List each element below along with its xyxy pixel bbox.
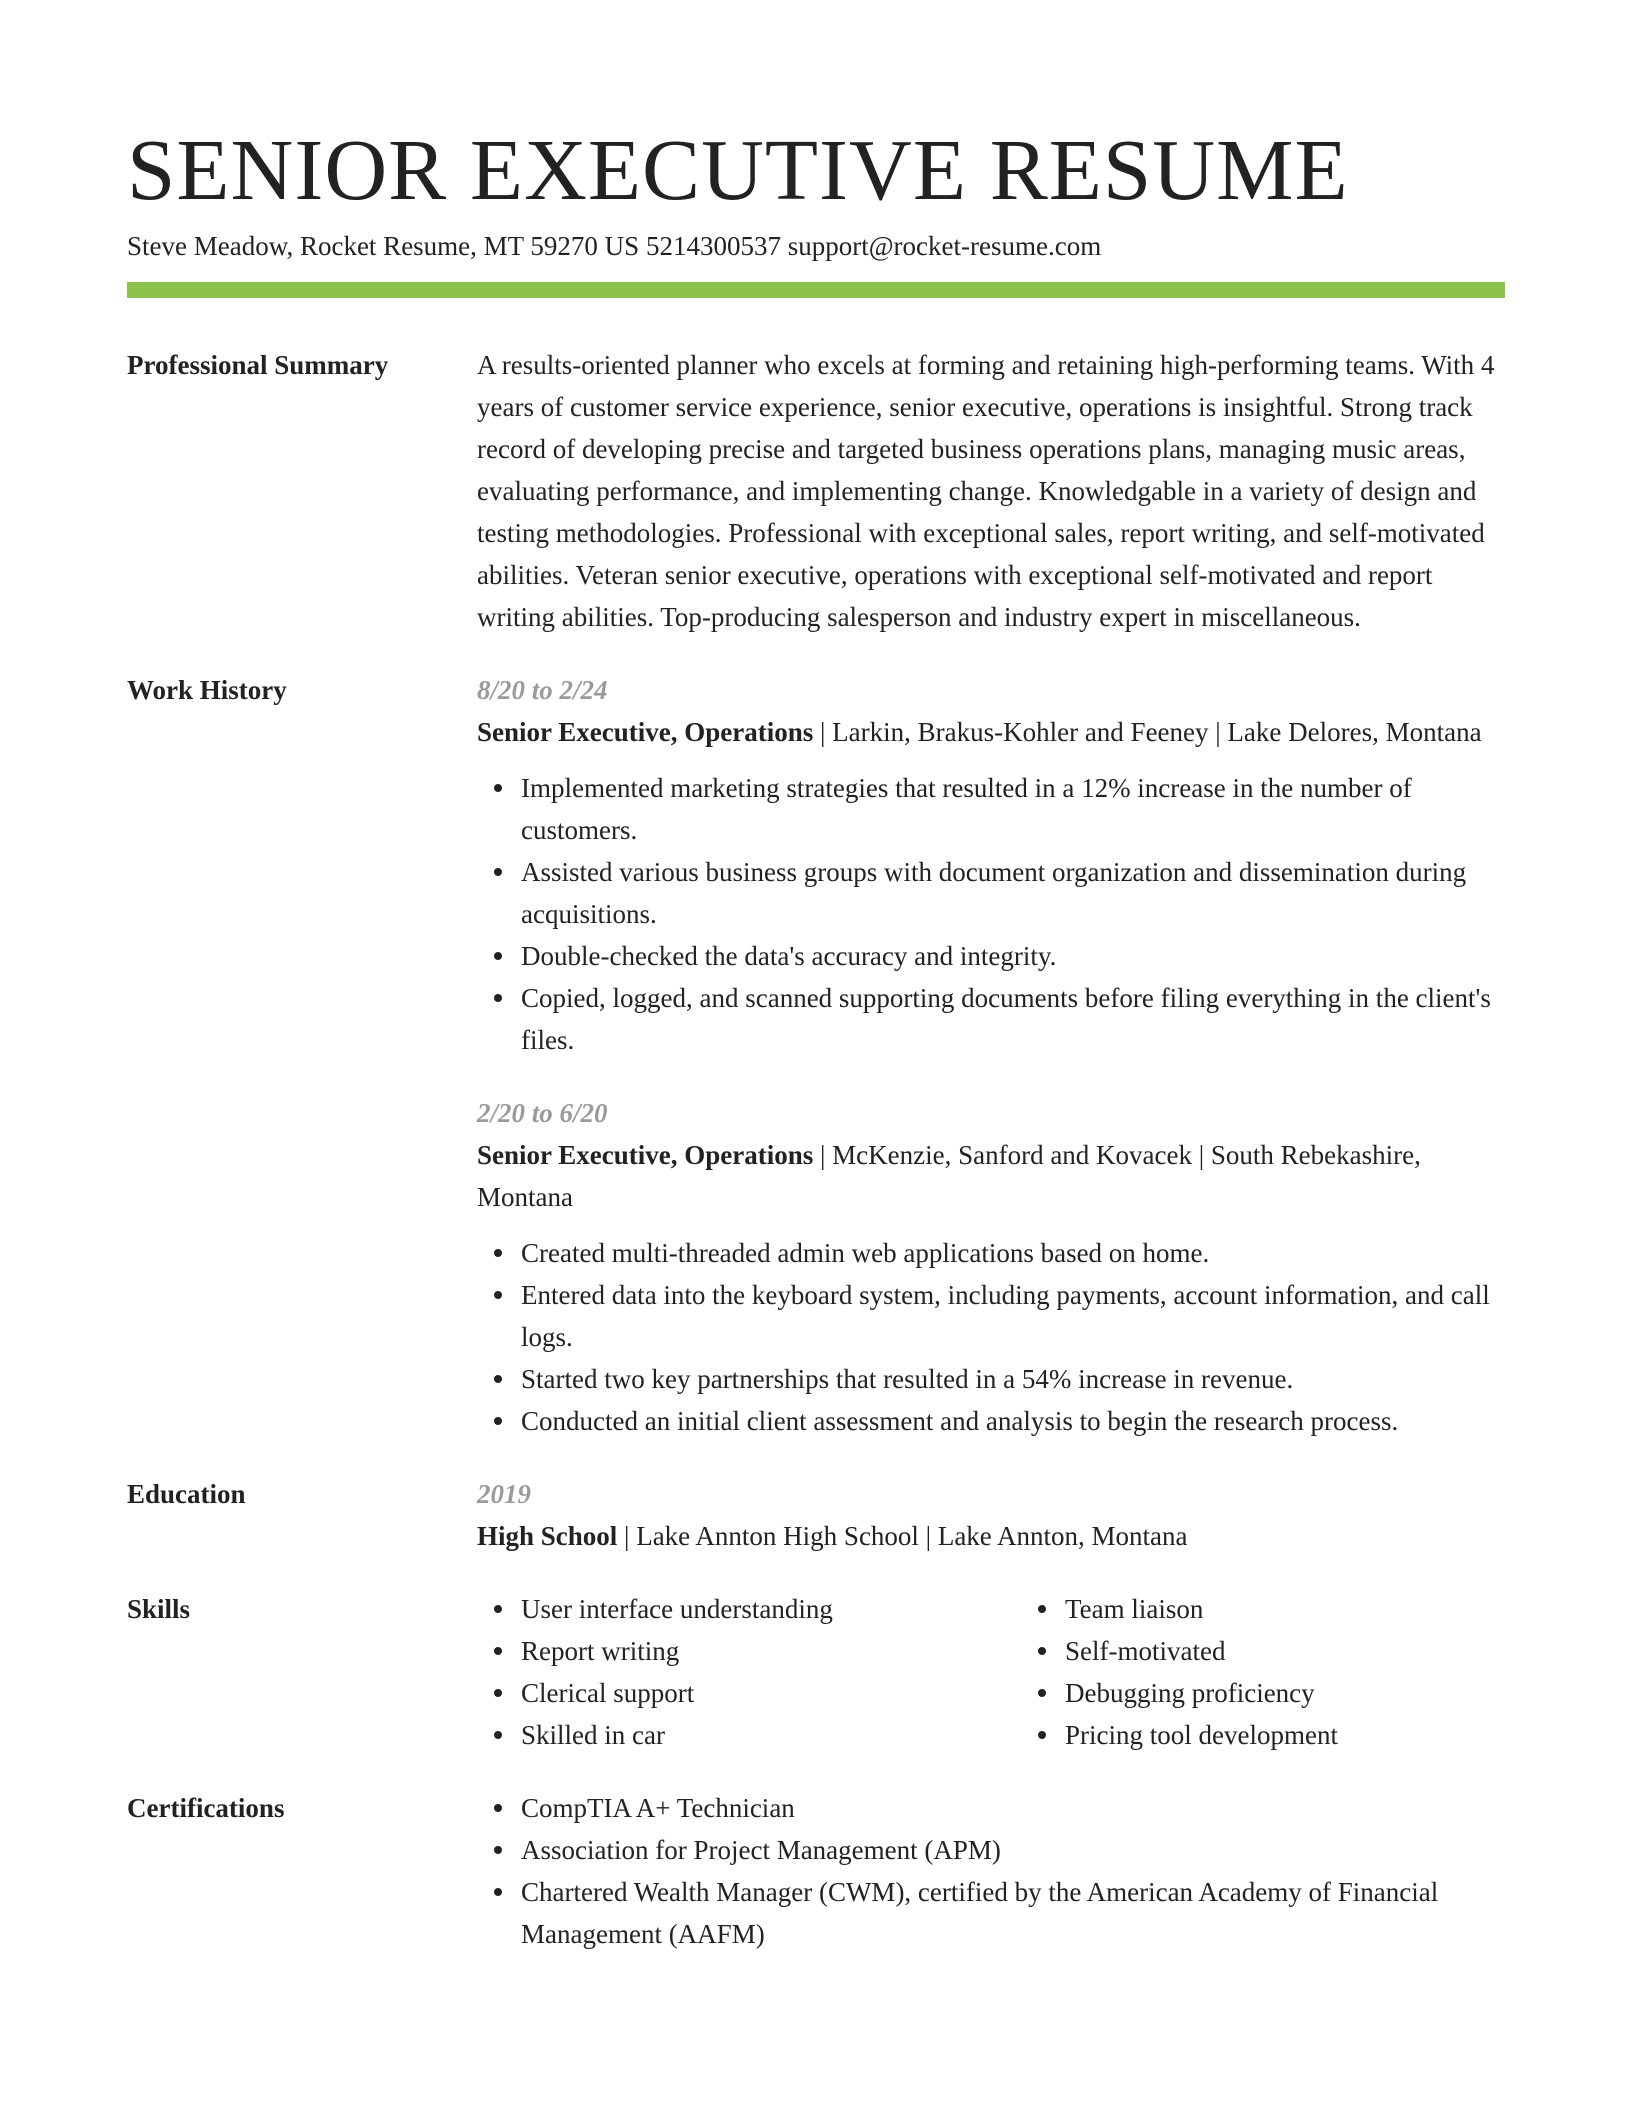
header-divider xyxy=(127,282,1505,298)
section-label-work: Work History xyxy=(127,675,287,705)
job-role-line xyxy=(477,1134,1505,1218)
skill-item: User interface understanding xyxy=(521,1588,1021,1630)
skills-column-left xyxy=(477,1588,1021,1756)
list-item: Assisted various business groups with document organization and dissemination during acquisitions. xyxy=(521,851,1505,935)
job-details: | Larkin, Brakus-Kohler and Feeney | Lake Delores, Montana xyxy=(813,717,1482,747)
job-bullets xyxy=(477,767,1505,1061)
section-certifications xyxy=(127,1787,1505,1955)
job-bullets xyxy=(477,1232,1505,1442)
skill-item: Clerical support xyxy=(521,1672,1021,1714)
education-line xyxy=(477,1515,1505,1557)
skills-grid xyxy=(477,1588,1565,1756)
list-item: Conducted an initial client assessment and analysis to begin the research process. xyxy=(521,1400,1505,1442)
skills-column-right xyxy=(1021,1588,1565,1756)
certification-item: Association for Project Management (APM) xyxy=(521,1829,1505,1871)
education-date: 2019 xyxy=(477,1479,531,1509)
list-item: Double-checked the data's accuracy and integrity. xyxy=(521,935,1505,977)
skill-item: Self-motivated xyxy=(1065,1630,1565,1672)
skill-item: Team liaison xyxy=(1065,1588,1565,1630)
skill-item: Pricing tool development xyxy=(1065,1714,1565,1756)
certifications-list xyxy=(477,1787,1505,1955)
education-details: | Lake Annton High School | Lake Annton, Montana xyxy=(617,1521,1188,1551)
skill-item: Debugging proficiency xyxy=(1065,1672,1565,1714)
resume-title: SENIOR EXECUTIVE RESUME xyxy=(127,121,1349,218)
list-item: Created multi-threaded admin web applications based on home. xyxy=(521,1232,1505,1274)
list-item: Entered data into the keyboard system, including payments, account information, and call logs. xyxy=(521,1274,1505,1358)
job-details: | McKenzie, Sanford and Kovacek | South Rebekashire, Montana xyxy=(477,1140,1421,1212)
section-label-summary: Professional Summary xyxy=(127,350,389,380)
contact-line: Steve Meadow, Rocket Resume, MT 59270 US 5214300537 support@rocket-resume.com xyxy=(127,231,1102,261)
summary-text: A results-oriented planner who excels at forming and retaining high-performing teams. With 4 years of customer service experience, senior executive, operations is insightful. Strong track record of developing precise and targeted business operations plans, managing music areas, evaluating performance, and implementing change. Knowledgable in a variety of design and testing methodologies. Professional with exceptional sales, report writing, and self-motivated abilities. Veteran senior executive, operations with exceptional self-motivated and report writing abilities. Top-producing salesperson and industry expert in miscellaneous. xyxy=(477,350,1495,632)
job-entry xyxy=(477,669,1505,1061)
certification-item: CompTIA A+ Technician xyxy=(521,1787,1505,1829)
list-item: Started two key partnerships that resulted in a 54% increase in revenue. xyxy=(521,1358,1505,1400)
section-label-education: Education xyxy=(127,1479,246,1509)
section-education xyxy=(127,1473,1505,1557)
job-dates: 8/20 to 2/24 xyxy=(477,675,608,705)
section-label-certifications: Certifications xyxy=(127,1793,285,1823)
certification-item: Chartered Wealth Manager (CWM), certified by the American Academy of Financial Management (AAFM) xyxy=(521,1871,1505,1955)
job-title: Senior Executive, Operations xyxy=(477,1140,814,1170)
education-body xyxy=(477,1473,1505,1557)
skill-item: Skilled in car xyxy=(521,1714,1021,1756)
list-item: Copied, logged, and scanned supporting documents before filing everything in the client's files. xyxy=(521,977,1505,1061)
job-entry xyxy=(477,1092,1505,1442)
section-work-history xyxy=(127,669,1505,1442)
job-role-line xyxy=(477,711,1505,753)
section-professional-summary xyxy=(127,344,1505,638)
education-degree: High School xyxy=(477,1521,618,1551)
job-dates: 2/20 to 6/20 xyxy=(477,1098,608,1128)
list-item: Implemented marketing strategies that resulted in a 12% increase in the number of customers. xyxy=(521,767,1505,851)
section-skills xyxy=(127,1588,1505,1756)
work-history-body xyxy=(477,669,1505,1442)
certifications-body xyxy=(477,1787,1505,1955)
section-label-skills: Skills xyxy=(127,1594,191,1624)
skill-item: Report writing xyxy=(521,1630,1021,1672)
job-title: Senior Executive, Operations xyxy=(477,717,814,747)
